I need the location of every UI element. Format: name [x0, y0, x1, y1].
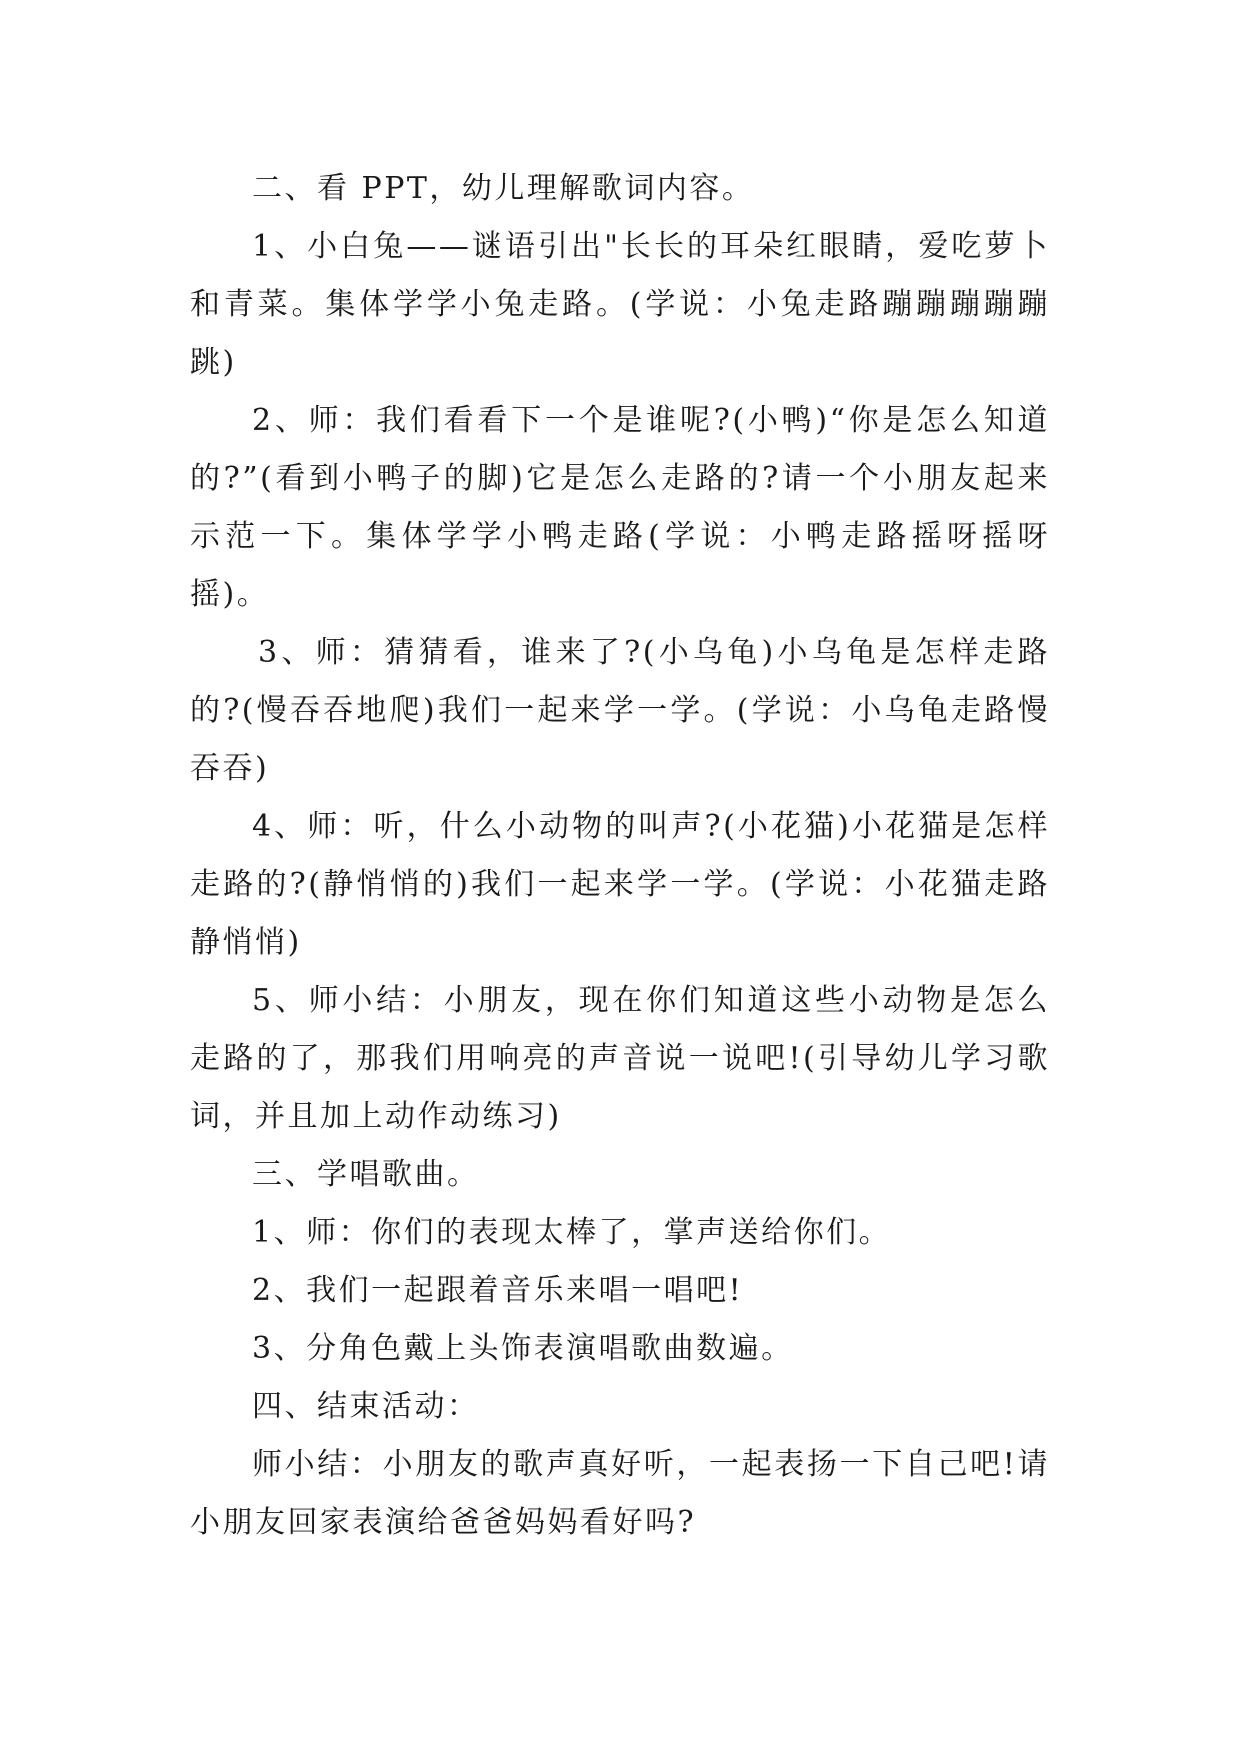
section-heading-ppt: 二、看 PPT，幼儿理解歌词内容。 — [252, 171, 755, 206]
paragraph-sing-along: 2、我们一起跟着音乐来唱一唱吧! — [252, 1273, 744, 1308]
document-body — [190, 160, 1050, 1552]
paragraph-summary: 5、师小结：小朋友，现在你们知道这些小动物是怎么走路的了，那我们用响亮的声音说一说吧!(引导幼儿学习歌词，并且加上动作动练习) — [190, 983, 1050, 1134]
paragraph-duck: 2、师：我们看看下一个是谁呢?(小鸭)“你是怎么知道的?”(看到小鸭子的脚)它是怎么走路的?请一个小朋友起来示范一下。集体学学小鸭走路(学说：小鸭走路摇呀摇呀摇)。 — [190, 403, 1050, 612]
section-heading-singing: 三、学唱歌曲。 — [252, 1157, 480, 1192]
paragraph-role-play: 3、分角色戴上头饰表演唱歌曲数遍。 — [252, 1331, 794, 1366]
paragraph-rabbit: 1、小白兔——谜语引出"长长的耳朵红眼睛，爱吃萝卜和青菜。集体学学小兔走路。(学说：小兔走路蹦蹦蹦蹦蹦跳) — [190, 229, 1050, 380]
paragraph-cat: 4、师：听，什么小动物的叫声?(小花猫)小花猫是怎样走路的?(静悄悄的)我们一起来学一学。(学说：小花猫走路静悄悄) — [190, 809, 1050, 960]
paragraph-turtle: 3、师：猜猜看，谁来了?(小乌龟)小乌龟是怎样走路的?(慢吞吞地爬)我们一起来学一学。(学说：小乌龟走路慢吞吞) — [190, 635, 1050, 786]
section-heading-ending: 四、结束活动： — [252, 1389, 480, 1424]
paragraph-closing: 师小结：小朋友的歌声真好听，一起表扬一下自己吧!请小朋友回家表演给爸爸妈妈看好吗? — [190, 1447, 1050, 1540]
paragraph-applause: 1、师：你们的表现太棒了，掌声送给你们。 — [252, 1215, 892, 1250]
